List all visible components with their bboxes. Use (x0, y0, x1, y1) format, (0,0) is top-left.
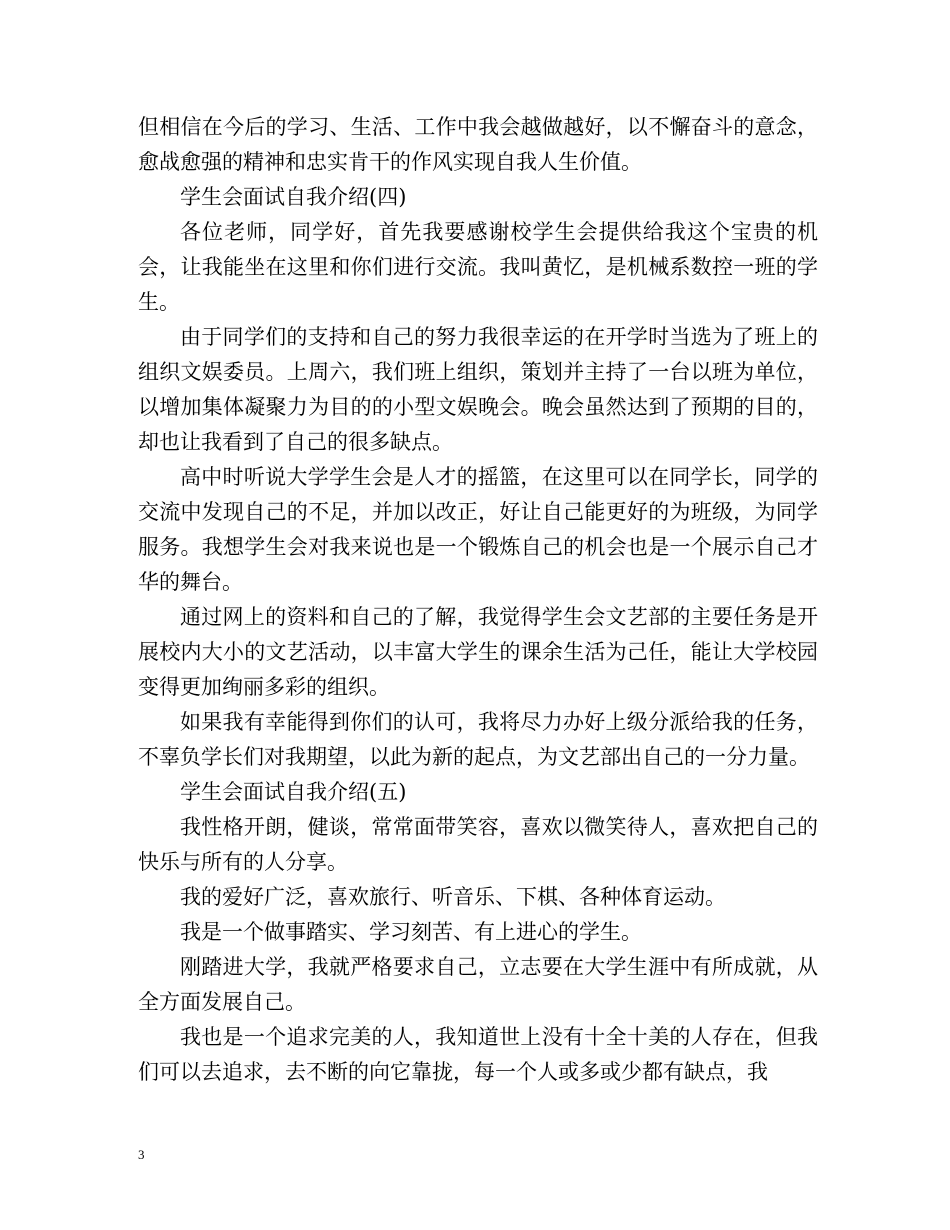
paragraph-6: 通过网上的资料和自己的了解，我觉得学生会文艺部的主要任务是开展校内大小的文艺活动，以丰富大学生的课余生活为己任，能让大学校园变得更加绚丽多彩的组织。 (138, 605, 818, 699)
paragraph-12: 刚踏进大学，我就严格要求自己，立志要在大学生涯中有所成就，从全方面发展自己。 (138, 955, 818, 1014)
paragraph-4: 由于同学们的支持和自己的努力我很幸运的在开学时当选为了班上的组织文娱委员。上周六，我们班上组织，策划并主持了一台以班为单位，以增加集体凝聚力为目的的小型文娱晚会。晚会虽然达到了预期的目的，却也让我看到了自己的很多缺点。 (138, 325, 818, 454)
document-body (138, 110, 818, 1090)
paragraph-13: 我也是一个追求完美的人，我知道世上没有十全十美的人存在，但我们可以去追求，去不断的向它靠拢，每一个人或多或少都有缺点，我 (138, 1025, 818, 1084)
paragraph-3: 各位老师，同学好，首先我要感谢校学生会提供给我这个宝贵的机会，让我能坐在这里和你们进行交流。我叫黄忆，是机械系数控一班的学生。 (138, 220, 818, 314)
paragraph-5: 高中时听说大学学生会是人才的摇篮，在这里可以在同学长，同学的交流中发现自己的不足，并加以改正，好让自己能更好的为班级，为同学服务。我想学生会对我来说也是一个锻炼自己的机会也是一个展示自己才华的舞台。 (138, 465, 818, 594)
paragraph-1: 但相信在今后的学习、生活、工作中我会越做越好，以不懈奋斗的意念，愈战愈强的精神和忠实肯干的作风实现自我人生价值。 (138, 115, 818, 174)
paragraph-7: 如果我有幸能得到你们的认可，我将尽力办好上级分派给我的任务，不辜负学长们对我期望，以此为新的起点，为文艺部出自己的一分力量。 (138, 710, 818, 769)
page-number: 3 (138, 1147, 145, 1162)
paragraph-11: 我是一个做事踏实、学习刻苦、有上进心的学生。 (180, 920, 642, 944)
paragraph-9: 我性格开朗，健谈，常常面带笑容，喜欢以微笑待人，喜欢把自己的快乐与所有的人分享。 (138, 815, 818, 874)
section-heading-five: 学生会面试自我介绍(五) (180, 780, 407, 804)
paragraph-10: 我的爱好广泛，喜欢旅行、听音乐、下棋、各种体育运动。 (180, 885, 726, 909)
section-heading-four: 学生会面试自我介绍(四) (180, 185, 407, 209)
